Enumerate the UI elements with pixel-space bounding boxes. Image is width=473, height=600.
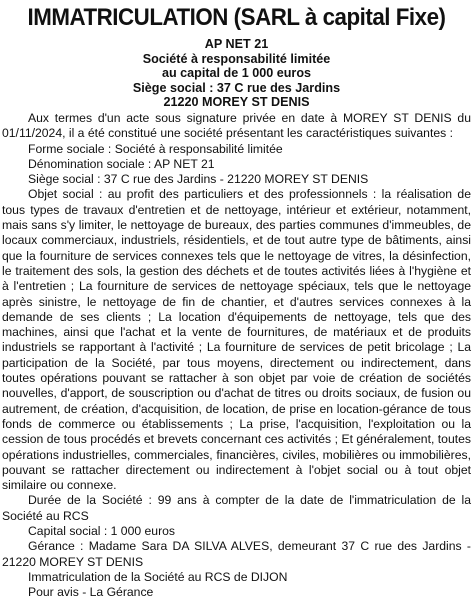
legal-form-line: Forme sociale : Société à responsabilité limitée: [28, 141, 283, 156]
company-header: [2, 37, 471, 110]
corporate-purpose-paragraph: Objet social : au profit des particuliers et des professionnels : la réalisation de tous types de travaux d'entretien et de nettoyage, intérieur et extérieur, notamment, mais sans s'y limiter, le nettoyage de bureaux, des parties communes d'immeubles, de locaux commerciaux, industriels, résidentiels, et de tout autre type de bâtiments, ainsi que la fourniture de services connexes tels que le nettoyage de vitres, la désinfection, le traitement des sols, la gestion des déchets et de toutes activités liées à l'hygiène et à l'entretien ; La fourniture de services de nettoyage spéciaux, tels que le nettoyage après sinistre, le nettoyage de fin de chantier, et d'autres services connexes à la demande de ses clients ; La location d'équipements de nettoyage, tels que des machines, ainsi que l'achat et la vente de fournitures, de matériaux et de produits industriels se rapportant à l'activité ; La fourniture de services de petit bricolage ; La participation de la Société, par tous moyens, directement ou indirectement, dans toutes opérations pouvant se rattacher à son objet par voie de création de sociétés nouvelles, d'apport, de souscription ou d'achat de titres ou droits sociaux, de fusion ou autrement, de création, d'acquisition, de location, de prise en location-gérance de tous fonds de commerce ou établissements ; La prise, l'acquisition, l'exploitation ou la cession de tous procédés et brevets concernant ces activités ; Et généralement, toutes opérations industrielles, commerciales, financières, civiles, mobilières ou immobilières, pouvant se rattacher directement ou indirectement à l'objet social ou à tout objet similaire ou connexe.: [2, 187, 471, 493]
company-form: Société à responsabilité limitée: [142, 51, 331, 66]
company-city: 21220 MOREY ST DENIS: [163, 95, 310, 110]
closing-line: Pour avis - La Gérance: [28, 585, 154, 600]
company-seat: Siège social : 37 C rue des Jardins: [132, 80, 341, 95]
registered-office-line: Siège social : 37 C rue des Jardins - 21220 MOREY ST DENIS: [28, 172, 369, 187]
notice-headline: IMMATRICULATION (SARL à capital Fixe): [27, 4, 446, 31]
registry-line: Immatriculation de la Société au RCS de DIJON: [28, 569, 288, 584]
share-capital-line: Capital social : 1 000 euros: [28, 523, 176, 538]
duration-paragraph: Durée de la Société : 99 ans à compter de la date de l'immatriculation de la Société au RCS: [2, 493, 471, 523]
denomination-line: Dénomination sociale : AP NET 21: [28, 156, 215, 171]
intro-paragraph: Aux termes d'un acte sous signature privée en date à MOREY ST DENIS du 01/11/2024, il a été constitué une société présentant les caractéristiques suivantes :: [2, 110, 471, 141]
company-capital: au capital de 1 000 euros: [161, 66, 312, 81]
company-name: AP NET 21: [204, 37, 269, 51]
management-paragraph: Gérance : Madame Sara DA SILVA ALVES, demeurant 37 C rue des Jardins - 21220 MOREY ST DENIS: [2, 539, 471, 569]
